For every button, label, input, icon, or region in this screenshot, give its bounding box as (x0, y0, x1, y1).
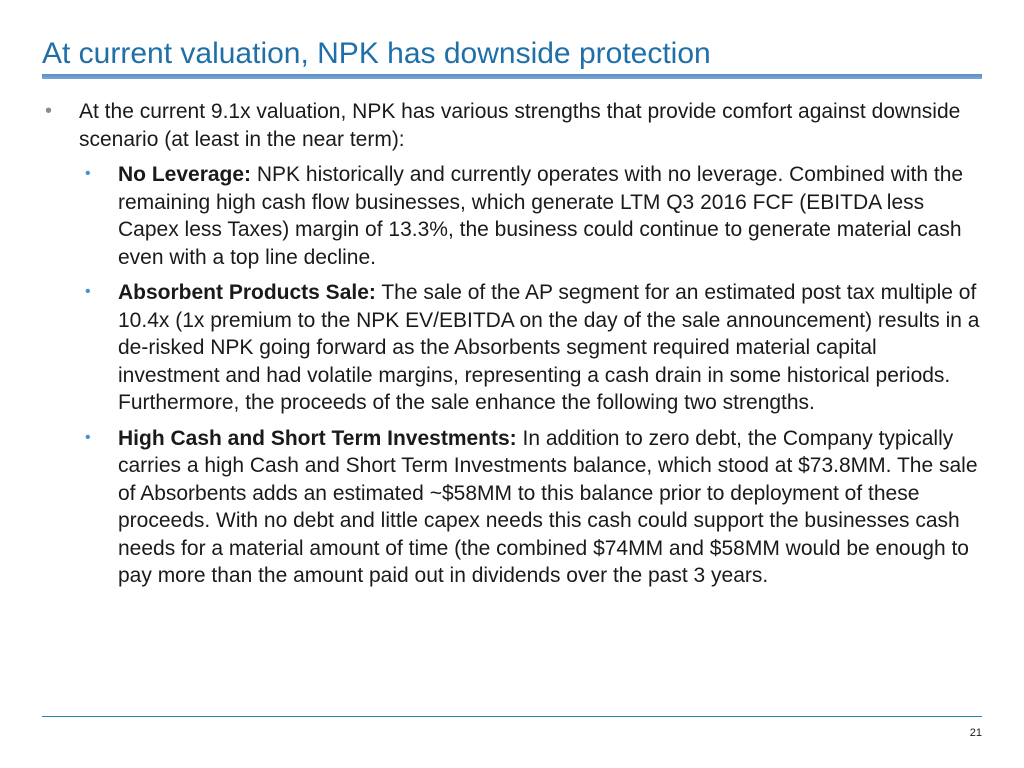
bullet-marker: • (45, 100, 53, 122)
sub-bullet-heading: Absorbent Products Sale: (118, 281, 376, 304)
sub-bullet-absorbent-products-sale (42, 279, 982, 417)
page-number: 21 (969, 727, 982, 739)
sub-bullet-text: In addition to zero debt, the Company typically carries a high Cash and Short Term Investments balance, which stood at $73.8MM. The sale of Absorbents adds an estimated ~$58MM to this balance prior to deployment of these proceeds. With no debt and little capex needs this cash could support the businesses cash needs for a material amount of time (the combined $74MM and $58MM would be enough to pay more than the amount paid out in dividends over the past 3 years. (118, 426, 978, 587)
sub-bullet-marker: • (85, 428, 91, 446)
intro-bullet (42, 98, 982, 153)
sub-bullet-no-leverage (42, 161, 982, 271)
footer-divider (42, 716, 982, 717)
slide-title: At current valuation, NPK has downside protection (42, 37, 711, 70)
sub-bullet-text: NPK historically and currently operates with no leverage. Combined with the remaining high cash flow businesses, which generate LTM Q3 2016 FCF (EBITDA less Capex less Taxes) margin of 13.3%, the business could continue to generate material cash even with a top line decline. (118, 163, 964, 269)
intro-bullet-text: At the current 9.1x valuation, NPK has various strengths that provide comfort against downside scenario (at least in the near term): (79, 100, 961, 151)
sub-bullet-high-cash (42, 425, 982, 590)
slide-body (42, 98, 982, 598)
sub-bullet-heading: High Cash and Short Term Investments: (118, 426, 517, 450)
sub-bullet-list (42, 161, 982, 590)
sub-bullet-text: The sale of the AP segment for an estimated post tax multiple of 10.4x (1x premium to the NPK EV/EBITDA on the day of the sale announcement) results in a de-risked NPK going forward as the Absorbents segment required material capital investment and had volatile margins, representing a cash drain in some historical periods. Furthermore, the proceeds of the sale enhance the following two strengths. (118, 281, 980, 414)
sub-bullet-heading: No Leverage: (118, 163, 252, 186)
title-divider (42, 74, 982, 79)
sub-bullet-marker: • (85, 165, 91, 182)
sub-bullet-marker: • (85, 283, 91, 300)
